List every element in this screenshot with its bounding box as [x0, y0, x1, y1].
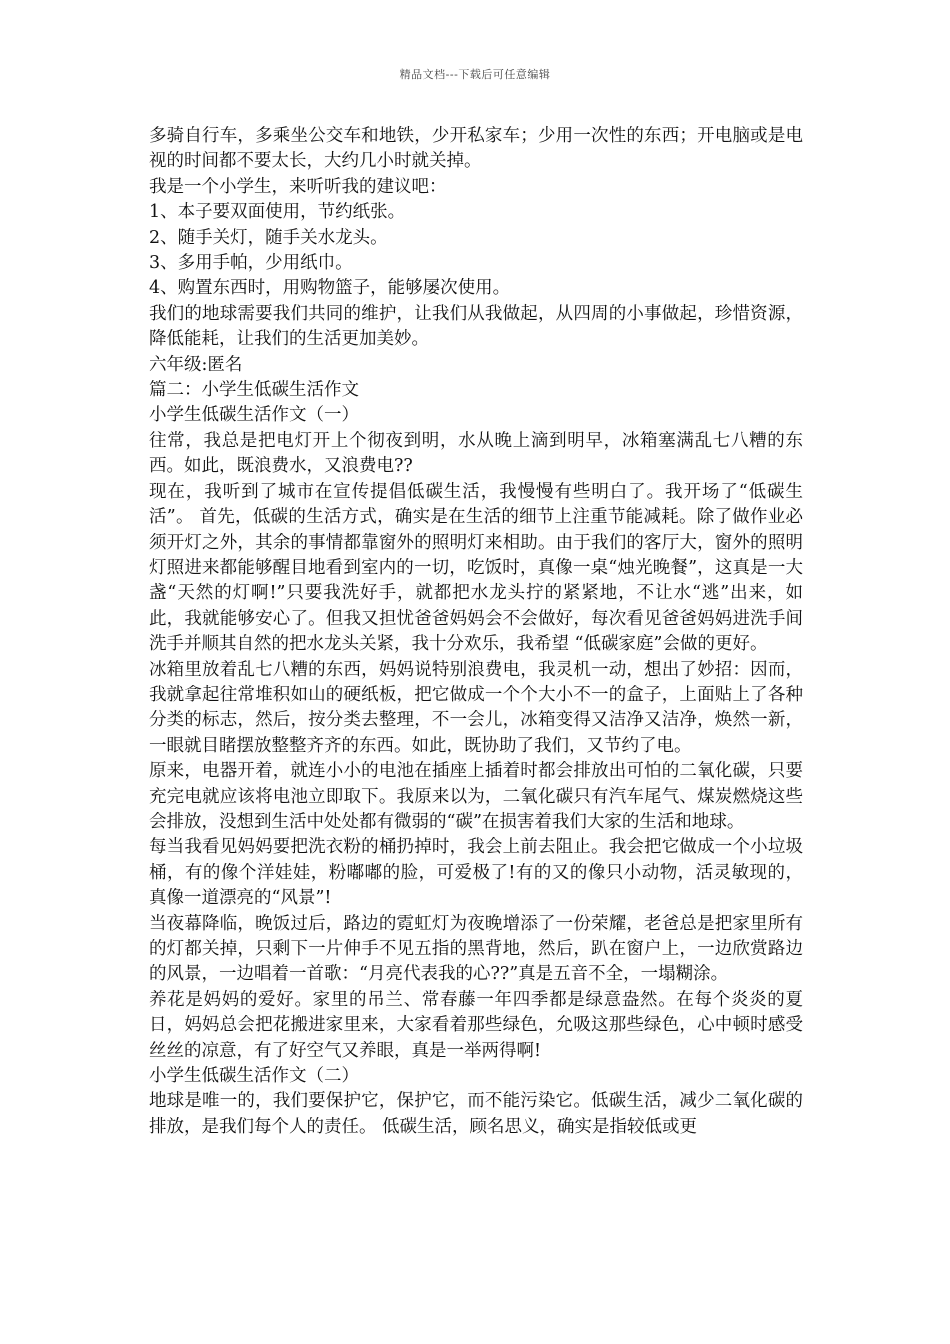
essay-title-2: 小学生低碳生活作文（二）: [149, 1066, 359, 1087]
paragraph-3: 我们的地球需要我们共同的维护，让我们从我做起，从四周的小事做起，珍惜资源，降低能耗，让我们的生活更加美妙。: [149, 303, 803, 350]
paragraph-2: 我是一个小学生，来听听我的建议吧：: [149, 176, 447, 197]
paragraph-1: 多骑自行车，多乘坐公交车和地铁，少开私家车；少用一次性的东西；开电脑或是电视的时间都不要太长，大约几小时就关掉。: [149, 126, 803, 172]
page-header: 精品文档---下载后可任意编辑: [399, 68, 551, 81]
section-heading: 篇二：小学生低碳生活作文: [149, 380, 359, 401]
list-item-3: 3、多用手帕，少用纸巾。: [149, 253, 353, 274]
paragraph-9: 当夜幕降临，晚饭过后，路边的霓虹灯为夜晚增添了一份荣耀，老爸总是把家里所有的灯都关掉，只剩下一片伸手不见五指的黑背地，然后，趴在窗户上，一边欣赏路边的风景，一边唱着一首歌：“月亮代表我的心??”真是五音不全，一塌糊涂。: [149, 913, 803, 985]
list-item-4: 4、购置东西时，用购物篮子，能够屡次使用。: [149, 278, 511, 299]
paragraph-7: 原来，电器开着，就连小小的电池在插座上插着时都会排放出可怕的二氧化碳，只要充完电就应该将电池立即取下。我原来以为，二氧化碳只有汽车尾气、煤炭燃烧这些会排放，没想到生活中处处都有微弱的“碳”在损害着我们大家的生活和地球。: [149, 761, 803, 832]
essay-title-1: 小学生低碳生活作文（一）: [149, 405, 359, 426]
list-item-1: 1、本子要双面使用，节约纸张。: [149, 202, 406, 223]
paragraph-10: 养花是妈妈的爱好。家里的吊兰、常春藤一年四季都是绿意盎然。在每个炎炎的夏日，妈妈总会把花搬进家里来，大家看着那些绿色，允吸这那些绿色，心中顿时感受丝丝的凉意，有了好空气又养眼，真是一举两得啊!: [149, 989, 803, 1061]
author-line: 六年级:匿名: [149, 354, 243, 375]
paragraph-5: 现在，我听到了城市在宣传提倡低碳生活，我慢慢有些明白了。我开场了“低碳生活”。 首先，低碳的生活方式，确实是在生活的细节上注重节能减耗。除了做作业必须开灯之外，其余的事情都靠窗外的照明灯来相助。由于我们的客厅大，窗外的照明灯照进来都能够醒目地看到室内的一切，吃饭时，真像一桌“烛光晚餐”，这真是一大盏“天然的灯啊!”只要我洗好手，就都把水龙头拧的紧紧地，不让水“逃”出来，如此，我就能够安心了。但我又担忧爸爸妈妈会不会做好，每次看见爸爸妈妈进洗手间洗手并顺其自然的把水龙头关紧，我十分欢乐，我希望 “低碳家庭”会做的更好。: [149, 481, 803, 655]
paragraph-4: 往常，我总是把电灯开上个彻夜到明，水从晚上滴到明早，冰箱塞满乱七八糟的东西。如此，既浪费水，又浪费电??: [149, 430, 803, 477]
document-body: [149, 124, 803, 1140]
paragraph-8: 每当我看见妈妈要把洗衣粉的桶扔掉时，我会上前去阻止。我会把它做成一个小垃圾桶，有的像个洋娃娃，粉嘟嘟的脸，可爱极了!有的又的像只小动物，活灵敏现的，真像一道漂亮的“风景”!: [149, 837, 803, 909]
paragraph-11: 地球是唯一的，我们要保护它，保护它，而不能污染它。低碳生活，减少二氧化碳的排放，是我们每个人的责任。 低碳生活，顾名思义，确实是指较低或更: [149, 1091, 803, 1137]
paragraph-6: 冰箱里放着乱七八糟的东西，妈妈说特别浪费电，我灵机一动，想出了妙招：因而，我就拿起往常堆积如山的硬纸板，把它做成一个个大小不一的盒子，上面贴上了各种分类的标志，然后，按分类去整理，不一会儿，冰箱变得又洁净又洁净，焕然一新，一眼就目睹摆放整整齐齐的东西。如此，既协助了我们，又节约了电。: [149, 659, 803, 756]
list-item-2: 2、随手关灯，随手关水龙头。: [149, 227, 388, 248]
